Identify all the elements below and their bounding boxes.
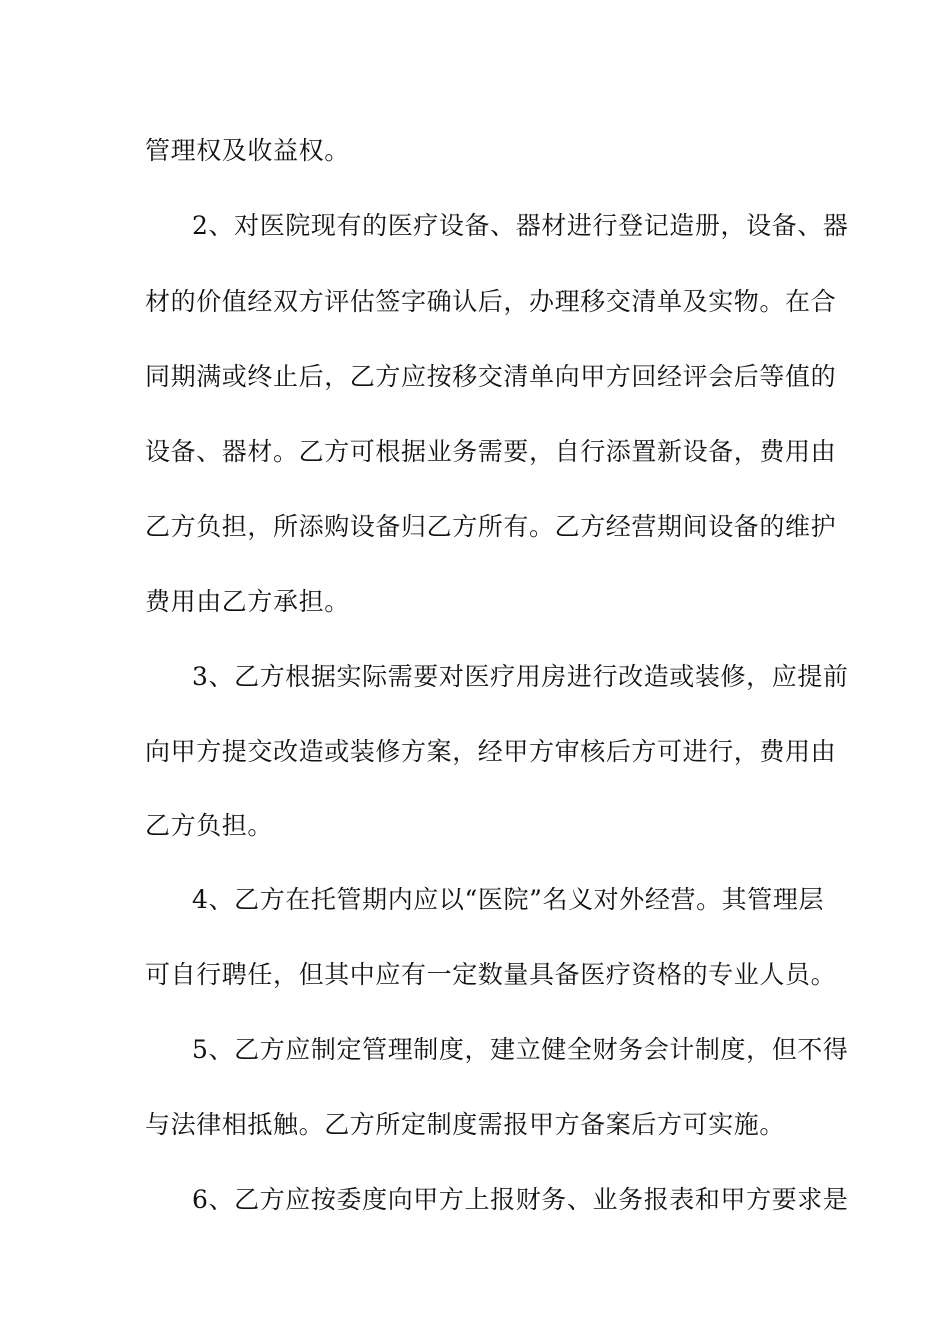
text-line-9: 向甲方提交改造或装修方案，经甲方审核后方可进行，费用由 xyxy=(145,737,837,766)
text-line-4: 同期满或终止后，乙方应按移交清单向甲方回经评会后等值的 xyxy=(145,362,837,391)
text-line-15: 6、乙方应按委度向甲方上报财务、业务报表和甲方要求是 xyxy=(192,1185,849,1214)
text-line-8: 3、乙方根据实际需要对医疗用房进行改造或装修，应提前 xyxy=(192,662,849,691)
text-line-12: 可自行聘任，但其中应有一定数量具备医疗资格的专业人员。 xyxy=(145,960,837,989)
text-line-11: 4、乙方在托管期内应以“医院”名义对外经营。其管理层 xyxy=(192,885,825,914)
text-line-2: 2、对医院现有的医疗设备、器材进行登记造册，设备、器 xyxy=(192,211,849,240)
text-line-7: 费用由乙方承担。 xyxy=(145,587,350,616)
text-line-14: 与法律相抵触。乙方所定制度需报甲方备案后方可实施。 xyxy=(145,1110,786,1139)
text-line-13: 5、乙方应制定管理制度，建立健全财务会计制度，但不得 xyxy=(192,1035,849,1064)
text-line-6: 乙方负担，所添购设备归乙方所有。乙方经营期间设备的维护 xyxy=(145,512,837,541)
text-line-1: 管理权及收益权。 xyxy=(145,136,350,165)
text-line-5: 设备、器材。乙方可根据业务需要，自行添置新设备，费用由 xyxy=(145,437,837,466)
text-line-10: 乙方负担。 xyxy=(145,811,274,840)
text-line-3: 材的价值经双方评估签字确认后，办理移交清单及实物。在合 xyxy=(145,287,837,316)
